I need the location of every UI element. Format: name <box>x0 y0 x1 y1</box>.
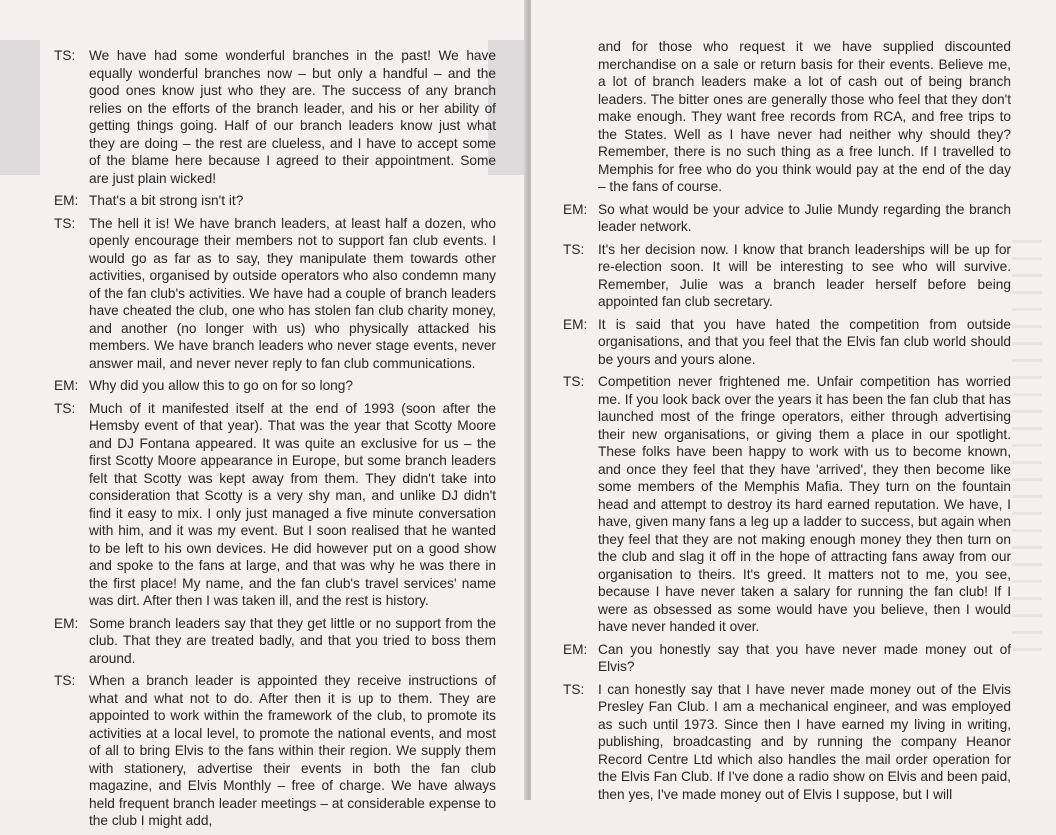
interview-entry <box>563 681 1011 804</box>
speaker-label: EM: <box>563 316 588 332</box>
interview-entry <box>54 377 496 395</box>
interview-entry <box>54 192 496 210</box>
entry-text: Can you honestly say that you have never made money out of Elvis? <box>598 641 1011 674</box>
interview-entry <box>54 615 496 668</box>
show-through-text <box>1012 240 1042 660</box>
entry-text: Some branch leaders say that they get little or no support from the club. That they are treated badly, and that you tried to boss them around. <box>89 615 496 666</box>
left-page <box>0 0 527 828</box>
speaker-label: EM: <box>54 378 79 393</box>
interview-entry <box>563 201 1011 236</box>
entry-text: Competition never frightened me. Unfair competition has worried me. If you look back over the years it has been the fan club that has launched most of the fringe operators, either through advertising their new organisations, or giving them a place in our spotlight. These folks have been happy to work with us to become known, and once they feel that they have 'arrived', they then become like some members of the Memphis Mafia. They turn on the fountain head and attempt to destroy its hard earned reputation. We have, I have, given many fans a leg up a ladder to success, but again when they feel that they are not making enough money they then turn on the club and slag it off in the hope of attracting fans away from our organisation to theirs. It's greed. It matters not to me, you see, because I have never taken a salary for running the fan club! If I were as obsessed as some would have you believe, then I would have never handed it over. <box>598 374 1011 634</box>
interview-entry <box>563 641 1011 676</box>
speaker-label: TS: <box>54 215 76 231</box>
speaker-label: EM: <box>563 641 588 657</box>
speaker-label: EM: <box>54 193 79 208</box>
interview-entry <box>563 241 1011 311</box>
right-interview-column <box>563 38 1011 808</box>
speaker-label: TS: <box>563 241 585 257</box>
interview-entry <box>54 672 496 830</box>
speaker-label: TS: <box>54 673 76 688</box>
entry-text: It's her decision now. I know that branch leaderships will be up for re-election soon. It will be interesting to see who will survive. Remember, Julie was a branch leader herself before being appointed fan club secretary. <box>598 241 1011 309</box>
show-through-block <box>0 40 40 175</box>
left-interview-column <box>54 47 496 835</box>
interview-entry <box>54 400 496 610</box>
speaker-label: EM: <box>54 615 79 631</box>
speaker-label: TS: <box>54 400 76 416</box>
speaker-label: EM: <box>563 201 588 217</box>
interview-entry <box>54 215 496 373</box>
interview-entry <box>563 373 1011 636</box>
interview-entry <box>54 47 496 187</box>
entry-text: I can honestly say that I have never made money out of the Elvis Presley Fan Club. I am a mechanical engineer, and was employed as such until 1973. Since then I have earned my living in writing, publishing, broadcasting and by running the company Heanor Record Centre Ltd which also handles the mail order operation for the Elvis Fan Club. If I've done a radio show on Elvis and been paid, then yes, I've made money out of Elvis I suppose, but I will <box>598 681 1011 802</box>
speaker-label: TS: <box>563 374 585 389</box>
entry-text: That's a bit strong isn't it? <box>89 193 244 208</box>
entry-text: So what would be your advice to Julie Mundy regarding the branch leader network. <box>598 201 1011 234</box>
speaker-label: TS: <box>54 48 76 63</box>
entry-text: Much of it manifested itself at the end of 1993 (soon after the Hemsby event of that year). That was the year that Scotty Moore and DJ Fontana appeared. It was quite an exclusive for us – the first Scotty Moore appearance in Europe, but some branch leaders felt that Scotty was kept away from them. They didn't take into consideration that Scotty is a very shy man, and unlike DJ didn't find it easy to mix. I only just managed a five minute conversation with him, and it was my event. But I soon realised that he wanted to be left to his own devices. He did however put on a good show and spoke to the fans at large, and that was why he was there in the first place! My name, and the fan club's travel services' name was dirt. After then I was taken ill, and the rest is history. <box>89 400 496 608</box>
interview-entry <box>563 316 1011 369</box>
entry-text: We have had some wonderful branches in the past! We have equally wonderful branches now – but only a handful – and the good ones know just who they are. The success of any branch relies on the efforts of the branch leader, and his or her ability of getting things going. Half of our branch leaders know just what they are doing – the rest are clueless, and I have to accept some of the blame here because I agreed to their appointment. Some are just plain wicked! <box>89 48 496 186</box>
speaker-label: TS: <box>563 681 585 697</box>
entry-text: It is said that you have hated the competition from outside organisations, and that you feel that the Elvis fan club world should be yours and yours alone. <box>598 316 1011 367</box>
entry-text: Why did you allow this to go on for so long? <box>89 378 354 393</box>
entry-text: The hell it is! We have branch leaders, at least half a dozen, who openly encourage their members not to support fan club events. I would go as far as to say, they manipulate them towards other activities, organised by outside operators who also condemn many of the fan club's activities. We have had a couple of branch leaders have cheated the club, one who has stolen fan club charity money, and another (no longer with us) who physically attacked his members. We have branch leaders who never stage events, never answer mail, and never never reply to fan club communications. <box>89 215 496 371</box>
entry-text: When a branch leader is appointed they receive instructions of what and what not to do. After then it is up to them. They are appointed to work within the framework of the club, to promote its activities at a local level, to promote the national events, and most of all to bring Elvis to the fans within their region. We supply them with stationery, advertise their events in both the fan club magazine, and Elvis Monthly – free of charge. We have always held frequent branch leader meetings – at considerable expense to the club I might add, <box>89 673 496 828</box>
continued-answer: and for those who request it we have supplied discounted merchandise on a sale or return basis for their events. Believe me, a lot of branch leaders make a lot of cash out of being branch leaders. The bitter ones are generally those who feel that they don't make enough. They want free records from RCA, and free trips to the States. Well as I have never had neither why should they? Remember, there is no such thing as a free lunch. If I travelled to Memphis for free who do you think would pay at the end of the day – the fans of course. <box>598 39 1011 194</box>
